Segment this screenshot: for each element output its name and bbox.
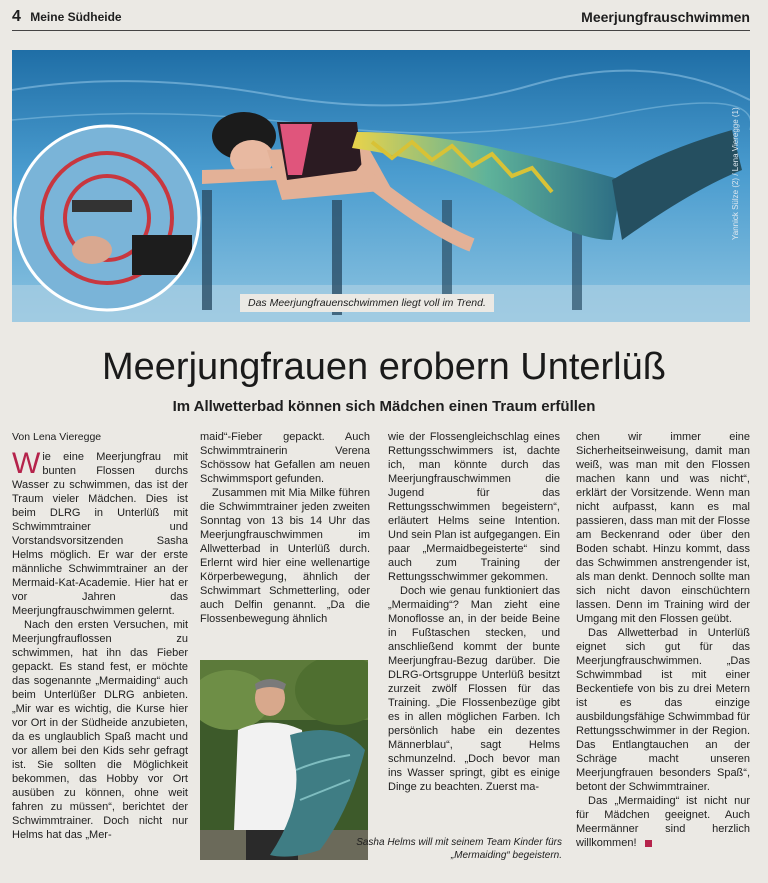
hero-photo (12, 50, 750, 322)
hero-caption: Das Meerjungfrauenschwimmen liegt voll im Trend. (240, 294, 494, 312)
page-number: 4 (12, 8, 21, 25)
portrait-caption: Sasha Helms will mit seinem Team Kinder fürs „Mermaiding“ begeistern. (356, 837, 562, 861)
photo-credit-text: Yannick Sülze (2) / Lena Vieregge (1) (731, 107, 740, 240)
drop-cap: W (12, 447, 41, 480)
article-column-1 (12, 430, 188, 842)
page-header (12, 6, 750, 28)
paragraph: Nach den ersten Versuchen, mit Meerjungfrauflossen zu schwimmen, hat ihn das Fieber gepackt. Es stand fest, er möchte das sogenannte „Mermaiding“ auch beim Unterlüßer DLRG anbieten. „Mir war es wichtig, die Kurse hier vor Ort in der Südheide anzubieten, da es unglaublich Spaß macht und vor allem bei den Kids sehr gefragt ist. Sie sollten die Möglichkeit bekommen, das Hobby vor Ort ausüben zu können, ohne weit fahren zu müssen“, berichtet der Schwimmtrainer. Doch nicht nur Helms hat das „Mer- (12, 619, 188, 841)
paragraph: Zusammen mit Mia Milke führen die Schwimmtrainer jeden zweiten Sonntag von 13 bis 14 Uhr das Meerjungfrauschwimmen im Allwetterbad in Unterlüß durch. Erlernt wird hier eine wellenartige Körperbewegung, ähnlich der Schwimmart Schmetterling, oder auch Delfin genannt. „Da die Flossenbewegung ähnlich (200, 487, 370, 625)
portrait-photo (200, 660, 368, 860)
paragraph: maid“-Fieber gepackt. Auch Schwimmtrainerin Verena Schössow hat Gefallen am neuen Schwimmsport gefunden. (200, 431, 370, 485)
paragraph: Wie eine Meerjungfrau mit bunten Flossen durchs Wasser zu schwimmen, das ist der Traum vieler Mädchen. Dies ist beim DLRG in Unterlüß mit Schwimmtrainer und Vorstandsvorsitzenden Sasha Helms möglich. Er war der erste männliche Schwimmtrainer an der Mermaid-Kat-Academie. Hier hat er vor Jahren das Meerjungfrauschwimmen gelernt. (12, 447, 188, 617)
paragraph: chen wir immer eine Sicherheitseinweisung, damit man weiß, was man mit den Flossen machen kann und was nicht“, erklärt der Vorsitzende. Wenn man nicht aufpasst, kann es mal passieren, dass man mit der Flosse am Beckenrand oder über den Boden schabt. Hinzu kommt, dass das Schwimmen anstrengender ist, als man denkt. Dennoch sollte man sich nicht davon einschüchtern lassen. Denn im Training wird der Umgang mit den Flossen geübt. (576, 431, 750, 625)
paragraph: Doch wie genau funktioniert das „Mermaiding“? Man zieht eine Monoflosse an, in der beide Beine in Fußtaschen stecken, und anschließend kommt der bunte Meerjungfrau-Bezug darüber. Die DLRG-Ortsgruppe Unterlüß besitzt zurzeit zwölf Flossen für das Training. „Die Flossenbezüge gibt es in allen möglichen Farben. Ich persönlich habe ein dezentes Männerblau“, sagt Helms schmunzelnd. „Doch bevor man ins Wasser springt, gibt es einige Dinge zu beachten. Zuerst ma- (388, 585, 560, 793)
topic-name: Meerjungfrauschwimmen (581, 9, 750, 25)
paragraph: Das Allwetterbad in Unterlüß eignet sich gut für das Meerjungfrauschwimmen. „Das Schwimmbad ist mit einer Beckentiefe von bis zu drei Metern ist es das einzige ausbildungsfähige Schwimmbad für Rettungsschwimmer in der Region. Das Entlangtauchen an der Schräge macht unseren Meerjungfrauen besonders Spaß“, betont der Schwimmtrainer. (576, 627, 750, 793)
header-rule (12, 30, 750, 31)
mermaid-swimmer-illustration (12, 50, 750, 322)
paragraph: wie der Flossengleichschlag eines Rettungsschwimmers ist, dachte ich, man könnte durch das Meerjungfrauschwimmen die Jugend für das Rettungsschwimmen begeistern“, erläutert Helms seine Intention. Und sein Plan ist aufgegangen. Ein paar „Mermaidbegeisterte“ sind auch zum Training der Rettungsschwimmer gekommen. (388, 431, 560, 583)
section-name: Meine Südheide (30, 10, 122, 24)
article-column-3 (388, 430, 560, 794)
header-left (12, 8, 122, 26)
end-mark (645, 840, 652, 847)
article-column-4 (576, 430, 750, 850)
article-column-2 (200, 430, 370, 626)
headline: Meerjungfrauen erobern Unterlüß (102, 346, 666, 388)
byline: Von Lena Vieregge (12, 431, 102, 443)
man-with-fin-illustration (200, 660, 368, 860)
photo-credit (728, 70, 742, 240)
paragraph: Das „Mermaiding“ ist nicht nur für Mädchen geeignet. Auch Meermänner sind herzlich willkommen! (576, 795, 750, 849)
subheadline: Im Allwetterbad können sich Mädchen einen Traum erfüllen (172, 398, 596, 415)
